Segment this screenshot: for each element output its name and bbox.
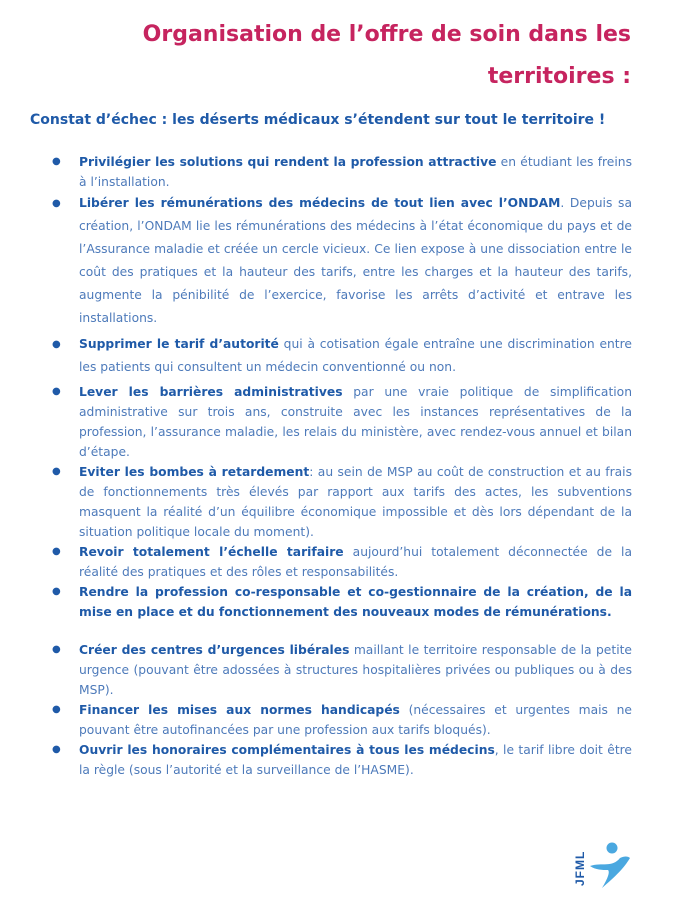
bullet-icon: ●: [52, 466, 61, 477]
item-heading: Eviter les bombes à retardement: [79, 465, 310, 479]
item-heading: Ouvrir les honoraires complémentaires à tous les médecins: [79, 743, 495, 757]
item-heading: Supprimer le tarif d’autorité: [79, 337, 279, 351]
item-heading: Rendre la profession co-responsable et co-gestionnaire de la création, de la mise en place et du fonctionnement des nouveaux modes de rémunérations.: [79, 585, 632, 619]
list-item: [52, 333, 632, 379]
item-heading: Privilégier les solutions qui rendent la profession attractive: [79, 155, 497, 169]
item-text: par une vraie politique de simplification administrative sur trois ans, construite avec les instances représentatives de la profession, l’assurance maladie, les relais du ministère, avec rendez-vous annuel et bilan d’étape.: [79, 385, 633, 459]
list-item: [52, 152, 632, 192]
list-item: [52, 640, 632, 700]
list-item: [52, 700, 632, 740]
bullet-icon: ●: [52, 339, 61, 350]
bullet-icon: ●: [52, 198, 61, 209]
bullet-icon: ●: [52, 744, 61, 755]
list-item: [52, 542, 632, 582]
bullet-icon: ●: [52, 644, 61, 655]
bullet-icon: ●: [52, 546, 61, 557]
item-heading: Libérer les rémunérations des médecins de tout lien avec l’ONDAM: [79, 196, 561, 210]
item-text: (nécessaires et urgentes mais ne pouvant être autofinancées par une profession aux tarifs bloqués).: [79, 703, 632, 737]
bullet-icon: ●: [52, 586, 61, 597]
list-item: [52, 462, 632, 542]
bullet-icon: ●: [52, 386, 61, 397]
item-heading: Créer des centres d’urgences libérales: [79, 643, 350, 657]
item-text: aujourd’hui totalement déconnectée de la réalité des pratiques et des rôles et responsabilités.: [79, 545, 633, 579]
item-text: , le tarif libre doit être la règle (sous l’autorité et la surveillance de l’HASME).: [79, 743, 632, 777]
item-text: : au sein de MSP au coût de construction et au frais de fonctionnements très élevés par rapport aux tarifs des actes, les subventions masquent la réalité d’un équilibre économique impossible et dès lors dépendant de la situation politique locale du moment).: [79, 465, 632, 539]
item-text: qui à cotisation égale entraîne une discrimination entre les patients qui consultent un médecin conventionné ou non.: [79, 337, 632, 374]
bullet-icon: ●: [52, 156, 61, 167]
jfml-logo: [568, 834, 634, 894]
list-item: [52, 740, 632, 780]
item-heading: Lever les barrières administratives: [79, 385, 343, 399]
measures-list: [52, 152, 632, 780]
item-heading: Revoir totalement l’échelle tarifaire: [79, 545, 344, 559]
bullet-icon: ●: [52, 704, 61, 715]
page-title: Organisation de l’offre de soin dans les territoires :: [142, 22, 631, 89]
item-text: en étudiant les freins à l’installation.: [79, 155, 632, 189]
item-heading: Financer les mises aux normes handicapés: [79, 703, 400, 717]
item-text: maillant le territoire responsable de la petite urgence (pouvant être adossées à structures hospitalières privées ou publiques ou à des MSP).: [79, 643, 632, 697]
list-item: [52, 192, 632, 330]
section-subtitle: Constat d’échec : les déserts médicaux s’étendent sur tout le territoire !: [30, 112, 606, 128]
list-item: [52, 382, 632, 462]
person-figure-icon: [590, 843, 630, 889]
list-item: [52, 582, 632, 622]
logo-text: JFML: [573, 850, 587, 886]
item-text: . Depuis sa création, l’ONDAM lie les rémunérations des médecins à l’état économique du pays et de l’Assurance maladie et créée un cercle vicieux. Ce lien expose à une dissociation entre le coût des pratiques et la hauteur des tarifs, entre les charges et la hauteur des tarifs, augmente la pénibilité de l’exercice, favorise les arrêts d’activité et entrave les installations.: [79, 196, 632, 325]
